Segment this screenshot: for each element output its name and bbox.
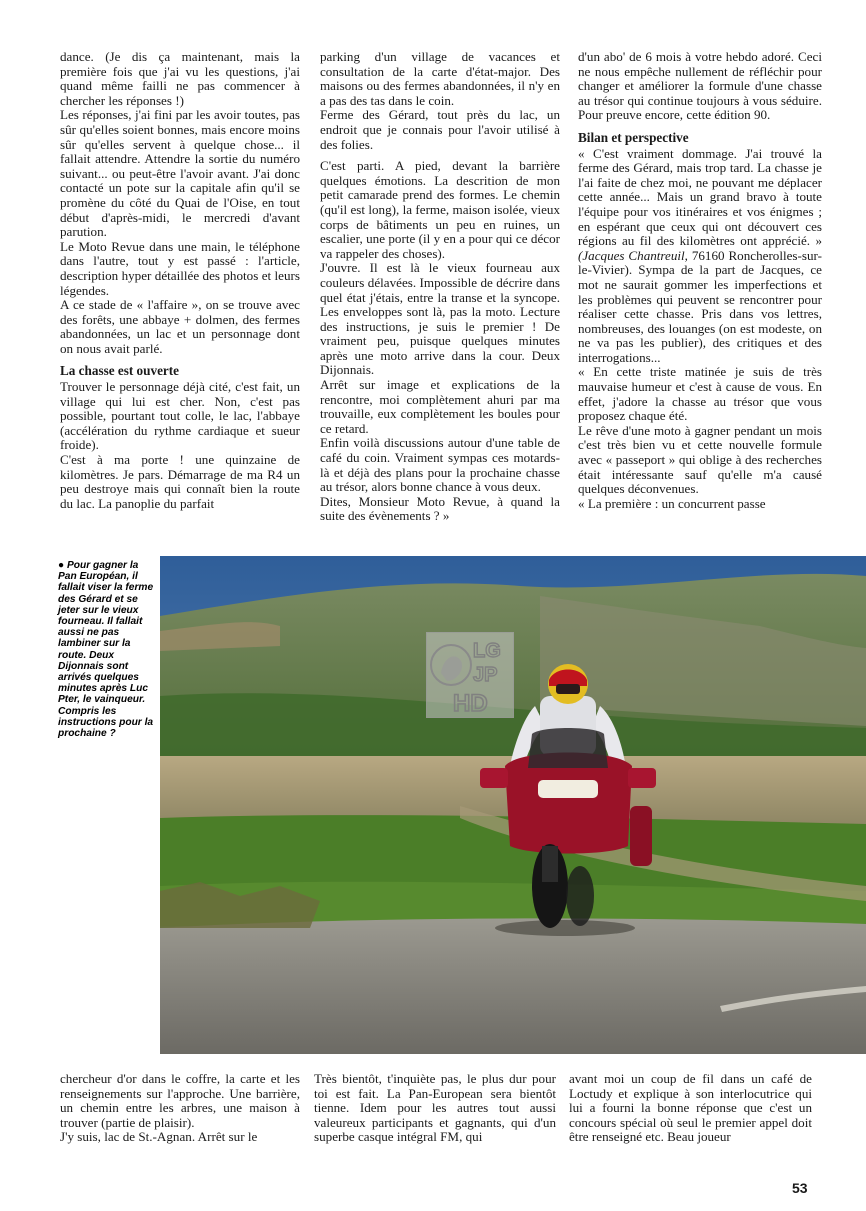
- paragraph: « En cette triste matinée je suis de très mauvaise humeur et c'est à cause de vous. En effet, j'adore la chasse au trésor que vous proposez chaque été.: [578, 364, 822, 424]
- paragraph: Les réponses, j'ai fini par les avoir toutes, pas sûr qu'elles soient bonnes, mais encore moins sûr qu'elles servent à quelque chose... il fallait attendre. Attendre la sortie du numéro suivant... ou peut-être l'avoir avant. J'ai donc contacté un pote sur la capitale afin qu'il se promène du côté du Quai de l'Oise, en tout début d'après-midi, le mercredi d'avant parution.: [60, 107, 300, 240]
- section-heading-review: Bilan et perspective: [578, 129, 689, 145]
- paragraph: parking d'un village de vacances et consultation de la carte d'état-major. Des maisons ou des fermes abandonnées, il n'y en a pas des tas dans le coin.: [320, 49, 560, 108]
- paragraph: A ce stade de « l'affaire », on se trouve avec des forêts, une abbaye + dolmen, des fermes abandonnées, un lac et un personnage dont on nous avait parlé.: [60, 297, 300, 356]
- watermark-line-2: JP: [473, 664, 498, 686]
- paragraph: avant moi un coup de fil dans un café de Loctudy et explique à son interlocutrice qui lui a fourni la bonne réponse que c'est un concours spécial où seul le premier appel doit être renseigné etc. Beau joueur: [569, 1071, 812, 1145]
- photo-caption: [58, 560, 156, 739]
- paragraph: Ferme des Gérard, tout près du lac, un endroit que je connais pour l'avoir utilisé à des folies.: [320, 107, 560, 152]
- paragraph: dance. (Je dis ça maintenant, mais la première fois que j'ai vu les questions, j'ai quand même failli ne pas commencer à chercher les réponses !): [60, 49, 300, 108]
- article-column-2: [320, 50, 560, 524]
- watermark-line-3: HD: [453, 690, 488, 717]
- paragraph: Le rêve d'une moto à gagner pendant un mois c'est très bien vu et cette nouvelle formule avec « passeport » qui oblige à des recherches était intéressante sauf qu'elle m'a causé quelques déconvenues.: [578, 422, 822, 497]
- article-column-1: [60, 50, 300, 511]
- paragraph: Dites, Monsieur Moto Revue, à quand la suite des évènements ? »: [320, 493, 560, 524]
- caption-text: Pour gagner la Pan Européan, il fallait viser la ferme des Gérard et se jeter sur le vieux fourneau. Il fallait aussi ne pas lambiner sur la route. Deux Dijonnais sont arrivés quelques minutes après Luc Pter, le vainqueur. Compris les instructions pour la prochaine ?: [58, 560, 154, 740]
- quote-text-continued: 76160 Roncherolles-sur-le-Vivier). Sympa de la part de Jacques, ce mot ne saurait gommer les imperfections et les problèmes qui peuvent se rencontrer pour réaliser cette chasse. Pris dans vos lettres, nombreuses, des louanges (on est modeste, on ne va pas les publier), des critiques et des interrogations...: [578, 247, 822, 365]
- page-number: 53: [792, 1180, 808, 1196]
- reader-quote: [578, 147, 822, 366]
- paragraph: Le Moto Revue dans une main, le téléphone dans l'autre, tout y est passé : l'article, description hyper détaillée des photos et leurs légendes.: [60, 238, 300, 298]
- motorcycle-photo: [160, 556, 866, 1054]
- paragraph: Arrêt sur image et explications de la rencontre, moi complètement ahuri par ma trouvaille, eux complètement les boules pour ce retard.: [320, 377, 560, 436]
- paragraph: d'un abo' de 6 mois à votre hebdo adoré. Ceci ne nous empêche nullement de réfléchir pour changer et améliorer la formule d'une chasse au trésor qui continue toujours à vous séduire. Pour preuve encore, cette édition 90.: [578, 49, 822, 123]
- paragraph: Très bientôt, t'inquiète pas, le plus dur pour toi est fait. La Pan-European sera bientôt tienne. Idem pour les autres tout aussi valeureux participants et gagnants, qui d'un superbe casque intégral FM, qui: [314, 1071, 556, 1145]
- paragraph: Enfin voilà discussions autour d'une table de café du coin. Vraiment sympas ces motards-là et déjà des plans pour la prochaine chasse au trésor, alors bonne chance à vous deux.: [320, 435, 560, 495]
- paragraph: C'est parti. A pied, devant la barrière quelques émotions. La descrition de mon petit camarade prend des formes. Le chemin (qu'il est long), la ferme, maison isolée, vieux corps de bâtiments un peu en ruines, un escalier, une porte (il y en a pour qui ce décor va rappeler des choses).: [320, 158, 560, 261]
- article-column-4: [60, 1072, 300, 1145]
- paragraph: Trouver le personnage déjà cité, c'est fait, un village qui lui est cher. Non, c'est pas possible, pourtant tout colle, le lac, l'abbaye (accélération du rythme cardiaque et sueur froide).: [60, 379, 300, 453]
- paragraph: C'est à ma porte ! une quinzaine de kilomètres. Je pars. Démarrage de ma R4 un peu destroye mais qui connaît bien la route du lac. La panoplie du parfait: [60, 452, 300, 511]
- section-heading-hunt-open: La chasse est ouverte: [60, 363, 180, 379]
- article-column-6: [569, 1072, 812, 1145]
- paragraph: J'ouvre. Il est là le vieux fourneau aux couleurs délavées. Impossible de décrire dans quel état j'étais, entre la transe et la syncope. Les enveloppes sont là, pas la moto. Lecture des instructions, je suis le premier ! De vraiment peu, puisque quelques minutes après une moto arrive dans la cour. Deux Dijonnais.: [320, 260, 560, 378]
- paragraph: chercheur d'or dans le coffre, la carte et les renseignements sur l'approche. Une barrière, un chemin entre les arbres, une maison à trouver (partie de plaisir).: [60, 1071, 300, 1130]
- paragraph: « La première : un concurrent passe: [578, 495, 766, 511]
- quote-text: « C'est vraiment dommage. J'ai trouvé la ferme des Gérard, mais trop tard. La chasse je l'ai faite de chez moi, ne pouvant me déplacer cette année... Mais un grand bravo à toute l'équipe pour vos itinéraires et vos énigmes ; en espérant que ceux qui ont découvert ces régions au fil des kilomètres ont apprécié. »: [578, 145, 822, 249]
- paragraph: J'y suis, lac de St.-Agnan. Arrêt sur le: [60, 1129, 258, 1145]
- quote-author: (Jacques Chantreuil,: [578, 247, 688, 263]
- watermark-logo: [426, 632, 514, 718]
- bullet-icon: ●: [58, 560, 65, 571]
- article-column-5: [314, 1072, 556, 1145]
- article-column-3: [578, 50, 822, 511]
- watermark-line-1: LG: [473, 640, 501, 662]
